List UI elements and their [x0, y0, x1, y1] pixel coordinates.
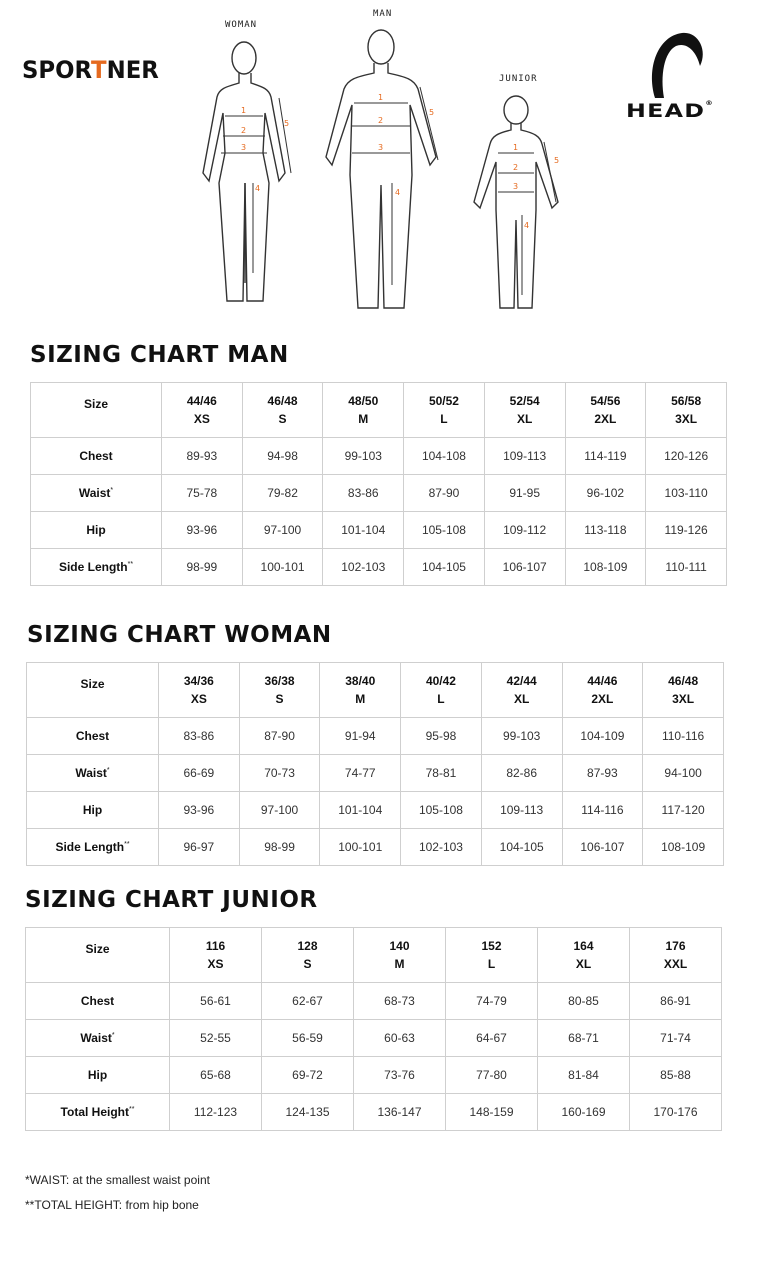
table-cell: 100-101	[320, 829, 401, 866]
size-column-header	[565, 383, 646, 438]
size-column-header	[239, 663, 320, 718]
size-column-header	[162, 383, 243, 438]
size-code: XXL	[663, 957, 688, 971]
table-cell: 99-103	[481, 718, 562, 755]
size-code: XL	[516, 412, 533, 426]
size-number: 140	[389, 939, 410, 953]
table-cell: 60-63	[354, 1020, 446, 1057]
size-code: M	[394, 957, 405, 971]
table-cell: 102-103	[323, 549, 404, 586]
size-code: 3XL	[672, 692, 695, 706]
marker-4: 4	[255, 184, 261, 193]
junior-body-icon	[470, 90, 565, 312]
row-label: Hip	[26, 1057, 170, 1094]
table-cell: 70-73	[239, 755, 320, 792]
size-code: XL	[575, 957, 592, 971]
table-cell: 97-100	[239, 792, 320, 829]
table-cell: 101-104	[320, 792, 401, 829]
man-header-row	[31, 383, 727, 438]
table-row	[26, 1094, 722, 1131]
table-cell: 113-118	[565, 512, 646, 549]
size-column-header	[354, 928, 446, 983]
size-number: 50/52	[428, 394, 459, 408]
table-cell: 104-105	[481, 829, 562, 866]
table-cell: 96-97	[159, 829, 240, 866]
table-cell: 104-108	[404, 438, 485, 475]
table-cell: 94-98	[242, 438, 323, 475]
size-label: Size	[27, 663, 159, 718]
head-logo-icon	[640, 28, 710, 100]
size-code: M	[355, 692, 366, 706]
size-code: S	[278, 412, 287, 426]
table-cell: 117-120	[643, 792, 724, 829]
table-cell: 79-82	[242, 475, 323, 512]
junior-header-row	[26, 928, 722, 983]
table-cell: 78-81	[401, 755, 482, 792]
table-row	[31, 512, 727, 549]
table-cell: 56-59	[262, 1020, 354, 1057]
size-number: 40/42	[425, 674, 456, 688]
row-label: Waist*	[31, 475, 162, 512]
table-row	[27, 829, 724, 866]
size-code: 2XL	[594, 412, 617, 426]
table-cell: 99-103	[323, 438, 404, 475]
marker-2: 2	[513, 163, 519, 172]
table-cell: 68-71	[538, 1020, 630, 1057]
row-label: Waist*	[26, 1020, 170, 1057]
size-number: 48/50	[348, 394, 379, 408]
woman-header-row	[27, 663, 724, 718]
table-cell: 93-96	[162, 512, 243, 549]
size-number: 56/58	[671, 394, 702, 408]
marker-1: 1	[378, 93, 384, 102]
table-row	[27, 718, 724, 755]
sportner-logo: SPORTNER	[22, 56, 159, 84]
size-column-header	[323, 383, 404, 438]
size-number: 164	[573, 939, 594, 953]
table-cell: 109-112	[484, 512, 565, 549]
table-cell: 62-67	[262, 983, 354, 1020]
size-column-header	[401, 663, 482, 718]
size-number: 116	[205, 939, 226, 953]
table-cell: 108-109	[565, 549, 646, 586]
table-cell: 114-119	[565, 438, 646, 475]
table-cell: 119-126	[646, 512, 727, 549]
size-code: XL	[513, 692, 530, 706]
size-code: M	[358, 412, 369, 426]
table-cell: 87-93	[562, 755, 643, 792]
row-label: Hip	[31, 512, 162, 549]
man-size-table	[30, 382, 727, 586]
size-number: 152	[481, 939, 502, 953]
size-number: 36/38	[264, 674, 295, 688]
row-label: Side Length**	[31, 549, 162, 586]
table-cell: 109-113	[481, 792, 562, 829]
table-cell: 96-102	[565, 475, 646, 512]
junior-figure-label: JUNIOR	[499, 74, 538, 84]
junior-size-table	[25, 927, 722, 1131]
table-cell: 102-103	[401, 829, 482, 866]
table-cell: 64-67	[446, 1020, 538, 1057]
table-cell: 74-77	[320, 755, 401, 792]
size-number: 52/54	[509, 394, 540, 408]
size-column-header	[404, 383, 485, 438]
table-cell: 87-90	[404, 475, 485, 512]
table-cell: 85-88	[630, 1057, 722, 1094]
row-label: Chest	[31, 438, 162, 475]
size-column-header	[242, 383, 323, 438]
marker-4: 4	[395, 188, 401, 197]
row-label: Hip	[27, 792, 159, 829]
table-cell: 110-111	[646, 549, 727, 586]
size-number: 46/48	[267, 394, 298, 408]
marker-2: 2	[241, 126, 247, 135]
table-cell: 114-116	[562, 792, 643, 829]
table-row	[27, 755, 724, 792]
size-code: L	[440, 412, 448, 426]
table-cell: 106-107	[562, 829, 643, 866]
size-column-header	[538, 928, 630, 983]
size-column-header	[484, 383, 565, 438]
marker-2: 2	[378, 116, 384, 125]
marker-5: 5	[284, 119, 290, 128]
waist-footnote: *WAIST: at the smallest waist point	[25, 1173, 210, 1187]
table-row	[31, 549, 727, 586]
man-figure-label: MAN	[373, 9, 393, 19]
size-label: Size	[31, 383, 162, 438]
row-label: Chest	[26, 983, 170, 1020]
marker-1: 1	[513, 143, 519, 152]
size-label: Size	[26, 928, 170, 983]
table-cell: 104-105	[404, 549, 485, 586]
table-cell: 109-113	[484, 438, 565, 475]
marker-3: 3	[378, 143, 384, 152]
table-cell: 94-100	[643, 755, 724, 792]
marker-5: 5	[554, 156, 560, 165]
size-code: 3XL	[675, 412, 698, 426]
table-cell: 83-86	[159, 718, 240, 755]
table-row	[26, 1057, 722, 1094]
table-cell: 108-109	[643, 829, 724, 866]
size-column-header	[562, 663, 643, 718]
table-cell: 89-93	[162, 438, 243, 475]
row-label: Waist*	[27, 755, 159, 792]
marker-1: 1	[241, 106, 247, 115]
marker-3: 3	[241, 143, 247, 152]
woman-size-table	[26, 662, 724, 866]
row-label: Chest	[27, 718, 159, 755]
size-code: XS	[207, 957, 224, 971]
table-cell: 104-109	[562, 718, 643, 755]
table-cell: 80-85	[538, 983, 630, 1020]
head-logo-text: HEAD®	[626, 100, 714, 122]
size-number: 176	[665, 939, 686, 953]
table-cell: 124-135	[262, 1094, 354, 1131]
table-cell: 93-96	[159, 792, 240, 829]
size-number: 42/44	[506, 674, 537, 688]
woman-figure-label: WOMAN	[225, 20, 258, 30]
table-cell: 66-69	[159, 755, 240, 792]
table-cell: 106-107	[484, 549, 565, 586]
size-number: 34/36	[183, 674, 214, 688]
woman-body-icon	[195, 33, 300, 308]
size-column-header	[159, 663, 240, 718]
table-cell: 98-99	[162, 549, 243, 586]
table-cell: 160-169	[538, 1094, 630, 1131]
table-cell: 69-72	[262, 1057, 354, 1094]
height-footnote: **TOTAL HEIGHT: from hip bone	[25, 1198, 199, 1212]
size-code: XS	[193, 412, 210, 426]
marker-5: 5	[429, 108, 435, 117]
size-code: S	[275, 692, 284, 706]
size-number: 38/40	[345, 674, 376, 688]
row-label: Total Height**	[26, 1094, 170, 1131]
table-cell: 75-78	[162, 475, 243, 512]
size-column-header	[170, 928, 262, 983]
marker-3: 3	[513, 182, 519, 191]
size-number: 44/46	[587, 674, 618, 688]
size-column-header	[630, 928, 722, 983]
table-row	[31, 438, 727, 475]
size-code: XS	[190, 692, 207, 706]
table-cell: 73-76	[354, 1057, 446, 1094]
man-body-icon	[320, 25, 445, 313]
table-cell: 68-73	[354, 983, 446, 1020]
table-cell: 98-99	[239, 829, 320, 866]
table-cell: 91-94	[320, 718, 401, 755]
table-row	[31, 475, 727, 512]
table-cell: 100-101	[242, 549, 323, 586]
man-chart-title: SIZING CHART MAN	[30, 342, 289, 368]
size-code: 2XL	[591, 692, 614, 706]
table-cell: 148-159	[446, 1094, 538, 1131]
junior-chart-title: SIZING CHART JUNIOR	[25, 887, 318, 913]
size-number: 46/48	[668, 674, 699, 688]
size-column-header	[262, 928, 354, 983]
size-column-header	[481, 663, 562, 718]
table-cell: 91-95	[484, 475, 565, 512]
table-cell: 105-108	[401, 792, 482, 829]
table-cell: 83-86	[323, 475, 404, 512]
table-cell: 103-110	[646, 475, 727, 512]
size-column-header	[320, 663, 401, 718]
table-cell: 120-126	[646, 438, 727, 475]
table-cell: 65-68	[170, 1057, 262, 1094]
table-cell: 82-86	[481, 755, 562, 792]
table-cell: 87-90	[239, 718, 320, 755]
table-row	[26, 1020, 722, 1057]
table-cell: 56-61	[170, 983, 262, 1020]
table-cell: 97-100	[242, 512, 323, 549]
table-cell: 105-108	[404, 512, 485, 549]
table-cell: 136-147	[354, 1094, 446, 1131]
size-column-header	[643, 663, 724, 718]
table-cell: 110-116	[643, 718, 724, 755]
size-code: S	[303, 957, 312, 971]
table-cell: 86-91	[630, 983, 722, 1020]
table-cell: 101-104	[323, 512, 404, 549]
size-code: L	[437, 692, 445, 706]
table-cell: 77-80	[446, 1057, 538, 1094]
table-cell: 71-74	[630, 1020, 722, 1057]
size-column-header	[446, 928, 538, 983]
table-cell: 112-123	[170, 1094, 262, 1131]
table-cell: 95-98	[401, 718, 482, 755]
row-label: Side Length**	[27, 829, 159, 866]
table-row	[27, 792, 724, 829]
size-code: L	[487, 957, 496, 971]
table-cell: 81-84	[538, 1057, 630, 1094]
woman-chart-title: SIZING CHART WOMAN	[27, 622, 332, 648]
size-number: 54/56	[590, 394, 621, 408]
table-cell: 52-55	[170, 1020, 262, 1057]
marker-4: 4	[524, 221, 530, 230]
size-number: 128	[297, 939, 318, 953]
size-number: 44/46	[186, 394, 217, 408]
table-cell: 170-176	[630, 1094, 722, 1131]
size-column-header	[646, 383, 727, 438]
table-cell: 74-79	[446, 983, 538, 1020]
table-row	[26, 983, 722, 1020]
